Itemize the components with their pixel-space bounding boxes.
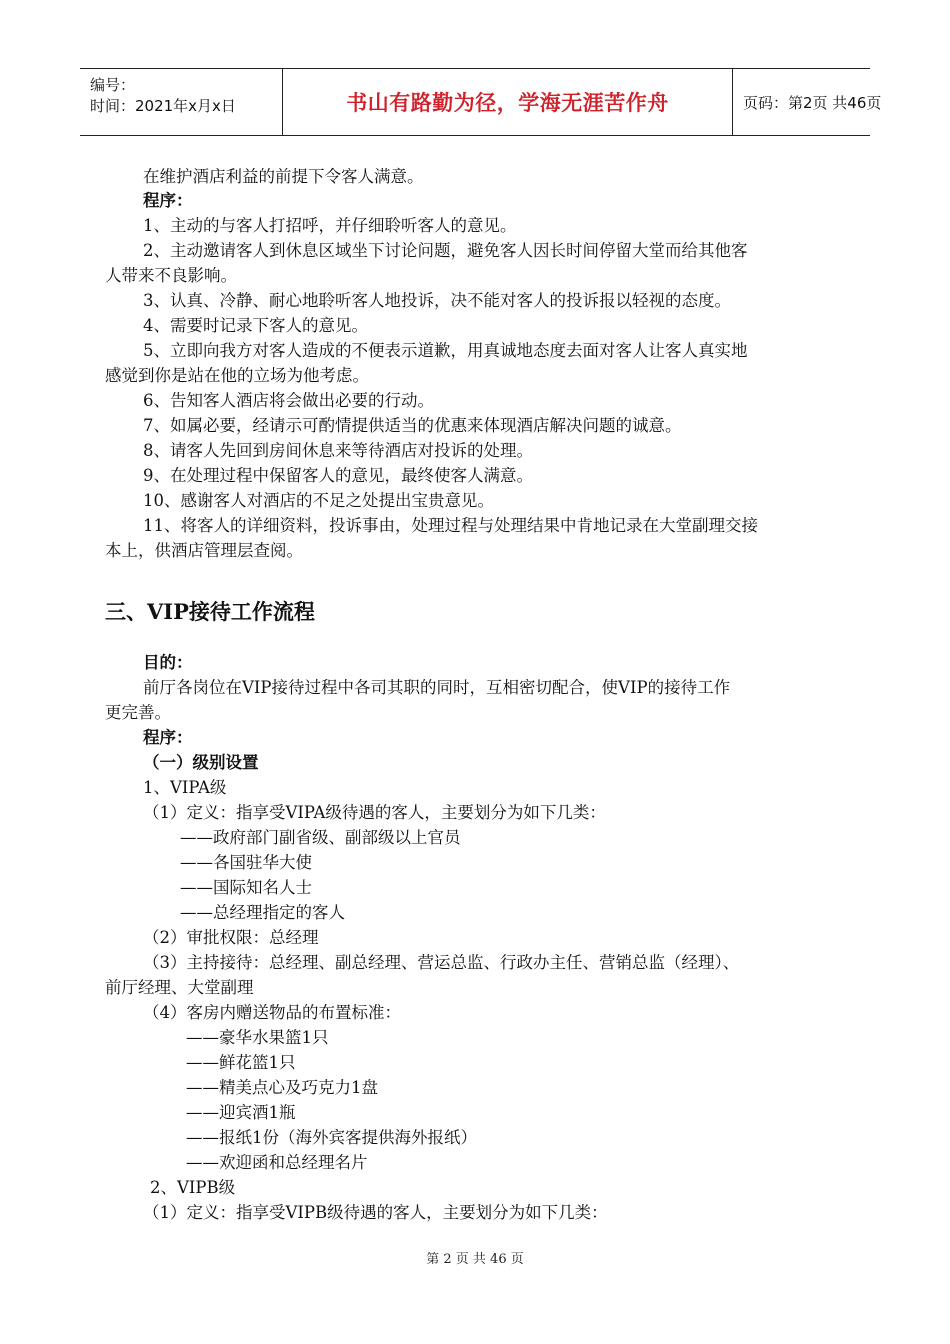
serial-label: 编号： — [90, 76, 136, 94]
list-item: 4、需要时记录下客人的意见。 — [143, 316, 368, 335]
list-item-continuation: 本上，供酒店管理层查阅。 — [105, 541, 303, 560]
list-item: 2、VIPB级 — [150, 1178, 236, 1197]
list-item: 1、VIPA级 — [143, 778, 227, 797]
sub-list-item: ——鲜花篮1只 — [186, 1053, 296, 1072]
list-item-continuation: 人带来不良影响。 — [105, 266, 237, 285]
sub-list-item: ——豪华水果篮1只 — [186, 1028, 329, 1047]
paragraph-line: 在维护酒店利益的前提下令客人满意。 — [143, 167, 424, 186]
list-item: （1）定义：指享受VIPB级待遇的客人，主要划分为如下几类： — [143, 1203, 608, 1222]
section-title: 三、VIP接待工作流程 — [105, 599, 315, 624]
list-item: 2、主动邀请客人到休息区域坐下讨论问题，避免客人因长时间停留大堂而给其他客 — [143, 241, 748, 260]
header-meta — [80, 69, 282, 135]
document-header — [80, 68, 882, 136]
list-item: 1、主动的与客人打招呼，并仔细聆听客人的意见。 — [143, 216, 517, 235]
list-item: （1）定义：指享受VIPA级待遇的客人，主要划分为如下几类： — [143, 803, 606, 822]
list-item: （2）审批权限：总经理 — [143, 928, 319, 947]
sub-list-item: ——政府部门副省级、副部级以上官员 — [180, 828, 461, 847]
list-item: 3、认真、冷静、耐心地聆听客人地投诉，决不能对客人的投诉报以轻视的态度。 — [143, 291, 731, 310]
header-motto: 书山有路勤为径，学海无涯苦作舟 — [282, 69, 733, 135]
sub-list-item: ——总经理指定的客人 — [180, 903, 345, 922]
list-item: 10、感谢客人对酒店的不足之处提出宝贵意见。 — [143, 491, 494, 510]
purpose-heading: 目的： — [143, 653, 193, 672]
sub-list-item: ——各国驻华大使 — [180, 853, 312, 872]
sub-list-item: ——报纸1份（海外宾客提供海外报纸） — [186, 1128, 477, 1147]
sub-list-item: ——精美点心及巧克力1盘 — [186, 1078, 378, 1097]
procedure-heading: 程序： — [143, 728, 193, 747]
list-item: 11、将客人的详细资料，投诉事由，处理过程与处理结果中肯地记录在大堂副理交接 — [143, 516, 758, 535]
sub-list-item: ——国际知名人士 — [180, 878, 312, 897]
list-item-continuation: 前厅经理、大堂副理 — [105, 978, 254, 997]
sub-list-item: ——欢迎函和总经理名片 — [186, 1153, 368, 1172]
sub-list-item: ——迎宾酒1瓶 — [186, 1103, 296, 1122]
list-item: 5、立即向我方对客人造成的不便表示道歉，用真诚地态度去面对客人让客人真实地 — [143, 341, 748, 360]
list-item: 7、如属必要，经请示可酌情提供适当的优惠来体现酒店解决问题的诚意。 — [143, 416, 682, 435]
procedure-heading: 程序： — [143, 191, 193, 210]
date-label: 时间：2021年x月x日 — [90, 97, 236, 115]
paragraph-line: 更完善。 — [105, 703, 171, 722]
list-item: 9、在处理过程中保留客人的意见，最终使客人满意。 — [143, 466, 533, 485]
paragraph-line: 前厅各岗位在VIP接待过程中各司其职的同时，互相密切配合，使VIP的接待工作 — [143, 678, 731, 697]
list-item-continuation: 感觉到你是站在他的立场为他考虑。 — [105, 366, 369, 385]
list-item: 6、告知客人酒店将会做出必要的行动。 — [143, 391, 434, 410]
list-item: （4）客房内赠送物品的布置标准： — [143, 1003, 401, 1022]
list-item: 8、请客人先回到房间休息来等待酒店对投诉的处理。 — [143, 441, 533, 460]
page-footer: 第 2 页 共 46 页 — [426, 1252, 524, 1267]
header-page-info: 页码：第2页 共46页 — [743, 93, 882, 112]
subsection-heading: （一）级别设置 — [143, 753, 259, 772]
list-item: （3）主持接待：总经理、副总经理、营运总监、行政办主任、营销总监（经理）、 — [143, 953, 740, 972]
